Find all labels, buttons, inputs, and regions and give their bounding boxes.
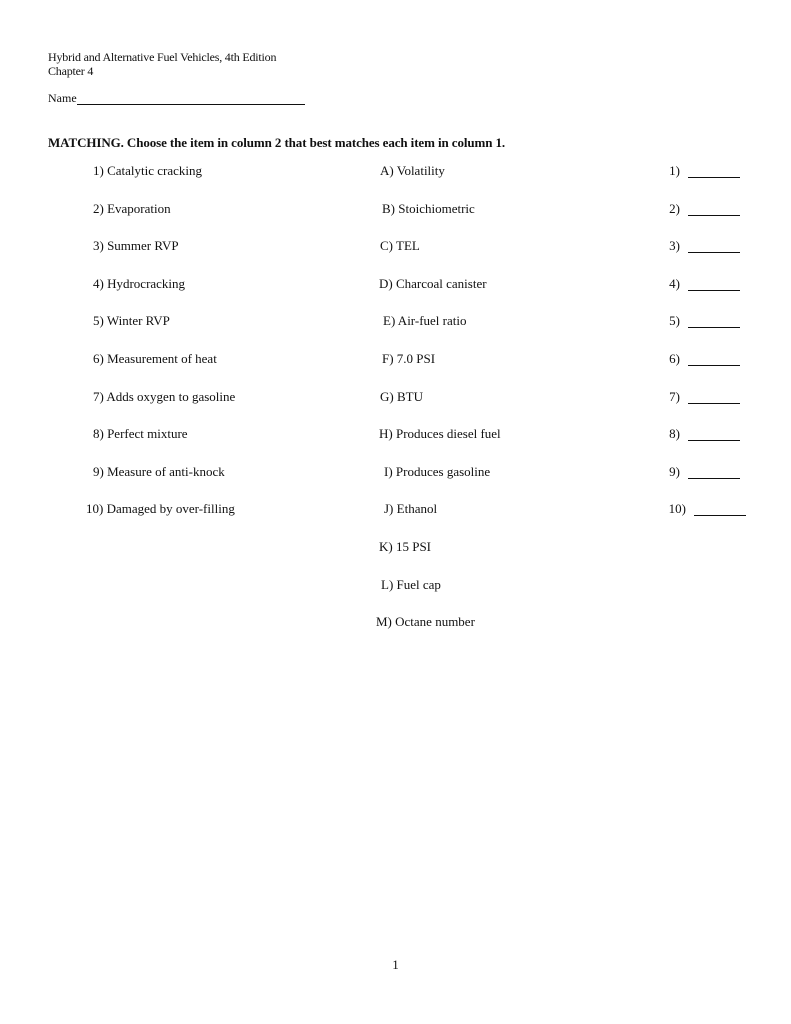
column2-item: G) BTU	[380, 388, 423, 404]
column2-item: D) Charcoal canister	[379, 275, 487, 291]
answer-blank-line[interactable]	[688, 352, 740, 366]
name-row	[48, 91, 305, 105]
answer-row	[654, 276, 740, 291]
answer-blank-line[interactable]	[688, 314, 740, 328]
column2-item: E) Air-fuel ratio	[383, 313, 467, 329]
answer-row	[654, 238, 740, 253]
chapter-label: Chapter 4	[48, 64, 94, 78]
column1-item: 5) Winter RVP	[93, 313, 170, 329]
answer-blank-line[interactable]	[688, 239, 740, 253]
column1-item: 7) Adds oxygen to gasoline	[93, 388, 236, 404]
column2-item: F) 7.0 PSI	[382, 351, 436, 366]
column2-item: M) Octane number	[376, 614, 475, 630]
column2-item: A) Volatility	[380, 163, 445, 178]
column2-item: J) Ethanol	[384, 501, 438, 517]
answer-row	[654, 313, 740, 328]
answer-number: 1)	[669, 163, 680, 178]
answer-number: 5)	[669, 313, 680, 329]
answer-row	[654, 389, 740, 404]
column2-item: B) Stoichiometric	[382, 200, 475, 216]
page-number: 1	[392, 957, 399, 972]
answer-number: 2)	[669, 200, 680, 216]
column2-item: H) Produces diesel fuel	[379, 426, 501, 442]
answer-row	[654, 351, 740, 366]
answer-blank-line[interactable]	[688, 202, 740, 216]
answer-number: 3)	[669, 238, 680, 254]
answer-number: 9)	[669, 463, 680, 479]
name-label: Name	[48, 91, 77, 105]
answer-blank-line[interactable]	[688, 427, 740, 441]
instructions: MATCHING. Choose the item in column 2 that best matches each item in column 1.	[48, 135, 506, 150]
column1-item: 10) Damaged by over-filling	[86, 501, 235, 517]
column1-item: 2) Evaporation	[93, 200, 171, 216]
answer-number: 10)	[668, 501, 686, 517]
column2-item: L) Fuel cap	[381, 576, 441, 592]
column1-item: 3) Summer RVP	[93, 238, 179, 254]
column1-item: 4) Hydrocracking	[93, 275, 186, 291]
answer-blank-line[interactable]	[688, 465, 740, 479]
answer-number: 7)	[669, 388, 680, 404]
answer-row	[660, 501, 746, 516]
answer-blank-line[interactable]	[688, 390, 740, 404]
book-title: Hybrid and Alternative Fuel Vehicles, 4th Edition	[48, 50, 277, 64]
column2-item: I) Produces gasoline	[384, 463, 491, 479]
column2-item: K) 15 PSI	[379, 539, 432, 554]
column1-item: 1) Catalytic cracking	[93, 163, 203, 178]
column1-item: 8) Perfect mixture	[93, 426, 188, 442]
answer-blank-line[interactable]	[688, 277, 740, 291]
column2-item: C) TEL	[380, 238, 420, 254]
answer-blank-line[interactable]	[694, 502, 746, 516]
answer-row	[654, 201, 740, 216]
answer-row	[654, 163, 740, 178]
answer-row	[654, 426, 740, 441]
answer-number: 4)	[669, 275, 680, 291]
answer-number: 8)	[669, 426, 680, 442]
column1-item: 9) Measure of anti-knock	[93, 463, 225, 479]
column1-item: 6) Measurement of heat	[93, 351, 217, 366]
answer-blank-line[interactable]	[688, 164, 740, 178]
name-blank-line[interactable]	[77, 92, 305, 105]
answer-row	[654, 464, 740, 479]
answer-number: 6)	[669, 351, 680, 366]
